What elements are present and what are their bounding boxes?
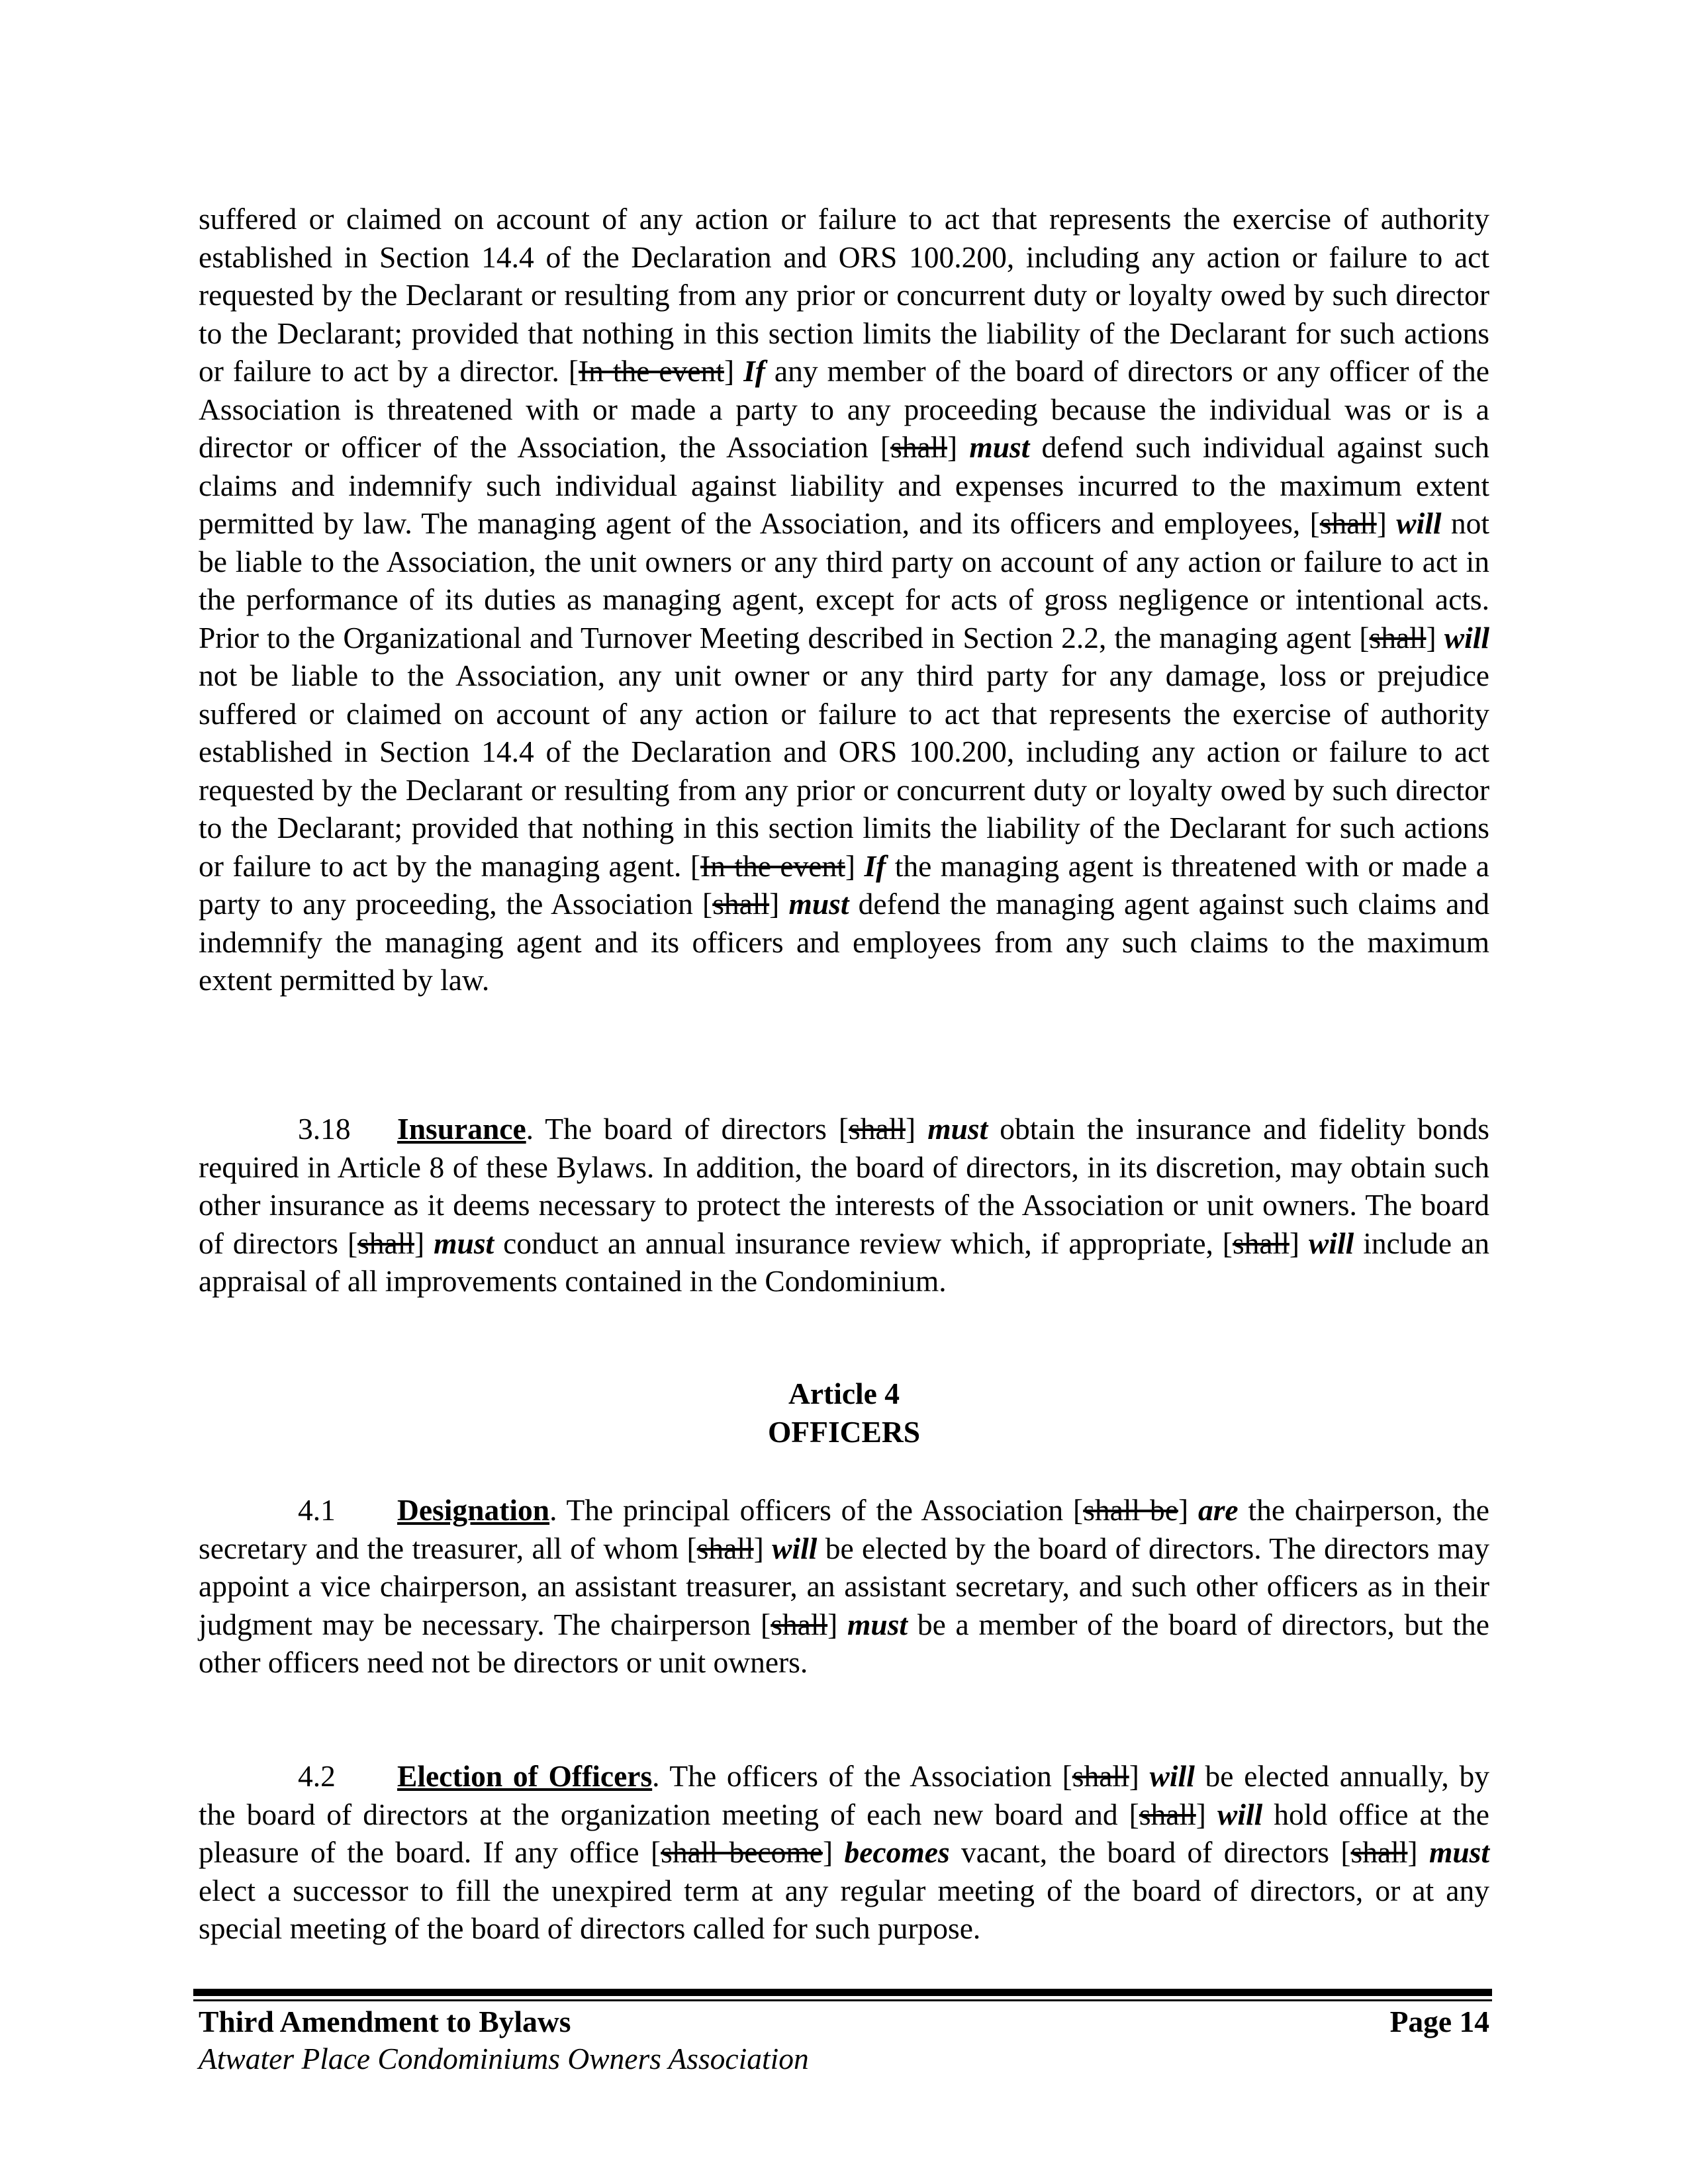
text-run: ] xyxy=(905,1112,928,1146)
deleted-text: shall xyxy=(1369,620,1427,655)
inserted-text: will xyxy=(1149,1759,1195,1793)
section-4-1-designation xyxy=(199,1491,1489,1682)
text-run: hold office at the pleasure of the board. If any office [ xyxy=(199,1797,1489,1869)
deleted-text: shall xyxy=(849,1112,906,1146)
text-run: ] xyxy=(947,430,970,464)
text-run: conduct an annual insurance review which, if appropriate, [ xyxy=(494,1226,1233,1260)
deleted-text: In the event xyxy=(579,354,724,388)
deleted-text: In the event xyxy=(700,848,845,883)
text-run: not be liable to the Association, any unit owner or any third party for any damage, loss or prejudice suffered or claimed on account of any action or failure to act that represents the exercise of authority established in Section 14.4 of the Declaration and ORS 100.200, including any action or failure to act requested by the Declarant or resulting from any prior or concurrent duty or loyalty owed by such director to the Declarant; provided that nothing in this section limits the liability of the Declarant for such actions or failure to act by the managing agent. [ xyxy=(199,659,1489,883)
section-4-2-election-of-officers xyxy=(199,1757,1489,1948)
inserted-text: must xyxy=(847,1607,908,1641)
article-heading xyxy=(199,1375,1489,1451)
text-run: suffered or claimed on account of any action or failure to act that represents the exercise of authority established in Section 14.4 of the Declaration and ORS 100.200, including any action or failure to act requested by the Declarant or resulting from any prior or concurrent duty or loyalty owed by such director to the Declarant; provided that nothing in this section limits the liability of the Declarant for such actions or failure to act by a director. [ xyxy=(199,202,1489,388)
text-run: . The principal officers of the Association [ xyxy=(549,1493,1084,1527)
text-run: ] xyxy=(1376,506,1397,540)
deleted-text: shall xyxy=(1350,1835,1408,1869)
section-heading: Election of Officers xyxy=(397,1759,653,1793)
deleted-text: shall xyxy=(357,1226,415,1260)
text-run: ] xyxy=(769,887,789,921)
text-run: defend the managing agent against such claims and indemnify the managing agent and its officers and employees from any such claims to the maximum extent permitted by law. xyxy=(199,887,1489,997)
deleted-text: shall xyxy=(696,1531,754,1565)
text-run: obtain the insurance and fidelity bonds required in Article 8 of these Bylaws. In addition, the board of directors, in its discretion, may obtain such other insurance as it deems necessary to protect the interests of the Association or unit owners. The board of directors [ xyxy=(199,1112,1489,1260)
deleted-text: shall xyxy=(771,1607,828,1641)
section-heading: Insurance xyxy=(397,1112,526,1146)
inserted-text: will xyxy=(772,1531,818,1565)
text-run: the managing agent is threatened with or made a party to any proceeding, the Association [ xyxy=(199,848,1490,921)
text-run: defend such individual against such claims and indemnify such individual against liability and expenses incurred to the maximum extent permitted by law. The managing agent of the Association, and its officers and employees, [ xyxy=(199,430,1490,540)
text-run: ] xyxy=(1196,1797,1217,1831)
deleted-text: shall xyxy=(1072,1759,1129,1793)
text-run: be elected by the board of directors. The directors may appoint a vice chairperson, an assistant treasurer, an assistant secretary, and such other officers as in their judgment may be necessary. The chairperson [ xyxy=(199,1531,1490,1641)
text-run: ] xyxy=(1426,620,1444,655)
paragraph-indemnification-continued xyxy=(199,200,1489,999)
section-number: 4.2 xyxy=(298,1759,336,1793)
section-3-18-insurance xyxy=(199,1110,1489,1300)
text-run: ] xyxy=(1289,1226,1309,1260)
deleted-text: shall xyxy=(1319,506,1377,540)
text-run: any member of the board of directors or any officer of the Association is threatened with or made a party to any proceeding because the individual was or is a director or officer of the Association, the Association [ xyxy=(199,354,1489,464)
inserted-text: will xyxy=(1217,1797,1263,1831)
text-run: ] xyxy=(827,1607,848,1641)
footer-page-number: Page 14 xyxy=(1389,2005,1489,2038)
text-run: . The board of directors [ xyxy=(526,1112,849,1146)
section-number: 3.18 xyxy=(298,1112,351,1146)
deleted-text: shall xyxy=(890,430,948,464)
text-run: be a member of the board of directors, but the other officers need not be directors or unit owners. xyxy=(199,1607,1489,1679)
footer-association-name: Atwater Place Condominiums Owners Association xyxy=(199,2042,809,2075)
deleted-text: shall xyxy=(1232,1226,1289,1260)
deleted-text: shall become xyxy=(661,1835,823,1869)
inserted-text: If xyxy=(743,354,765,388)
inserted-text: If xyxy=(864,848,886,883)
text-run: be elected annually, by the board of directors at the organization meeting of each new board and [ xyxy=(199,1759,1489,1831)
text-run: . The officers of the Association [ xyxy=(652,1759,1072,1793)
deleted-text: shall be xyxy=(1083,1493,1178,1527)
inserted-text: will xyxy=(1396,506,1442,540)
footer-rule-thin xyxy=(193,1999,1492,2001)
inserted-text: must xyxy=(788,887,849,921)
article-number: Article 4 xyxy=(788,1377,900,1410)
text-run: include an appraisal of all improvements contained in the Condominium. xyxy=(199,1226,1490,1298)
footer-document-title: Third Amendment to Bylaws xyxy=(199,2005,571,2038)
text-run: ] xyxy=(845,848,865,883)
text-run: ] xyxy=(822,1835,845,1869)
inserted-text: will xyxy=(1444,620,1490,655)
inserted-text: must xyxy=(1429,1835,1490,1869)
text-run: ] xyxy=(1407,1835,1429,1869)
text-run: ] xyxy=(724,354,744,388)
inserted-text: must xyxy=(927,1112,988,1146)
text-run: ] xyxy=(753,1531,773,1565)
text-run: ] xyxy=(414,1226,434,1260)
text-run: vacant, the board of directors [ xyxy=(949,1835,1351,1869)
footer-rule-thick xyxy=(193,1989,1492,1996)
deleted-text: shall xyxy=(712,887,770,921)
inserted-text: are xyxy=(1197,1493,1239,1527)
article-title: OFFICERS xyxy=(767,1415,921,1449)
section-heading: Designation xyxy=(397,1493,550,1527)
deleted-text: shall xyxy=(1139,1797,1196,1831)
inserted-text: must xyxy=(434,1226,494,1260)
text-run: ] xyxy=(1178,1493,1198,1527)
section-number: 4.1 xyxy=(298,1493,336,1527)
inserted-text: must xyxy=(969,430,1030,464)
text-run: elect a successor to fill the unexpired term at any regular meeting of the board of directors, or at any special meeting of the board of directors called for such purpose. xyxy=(199,1873,1489,1945)
text-run: not be liable to the Association, the unit owners or any third party on account of any action or failure to act in the performance of its duties as managing agent, except for acts of gross negligence or intentional acts. Prior to the Organizational and Turnover Meeting described in Section 2.2, the managing agent [ xyxy=(199,506,1490,655)
inserted-text: will xyxy=(1309,1226,1354,1260)
inserted-text: becomes xyxy=(844,1835,950,1869)
text-run: ] xyxy=(1129,1759,1150,1793)
text-run: the chairperson, the secretary and the treasurer, all of whom [ xyxy=(199,1493,1489,1565)
